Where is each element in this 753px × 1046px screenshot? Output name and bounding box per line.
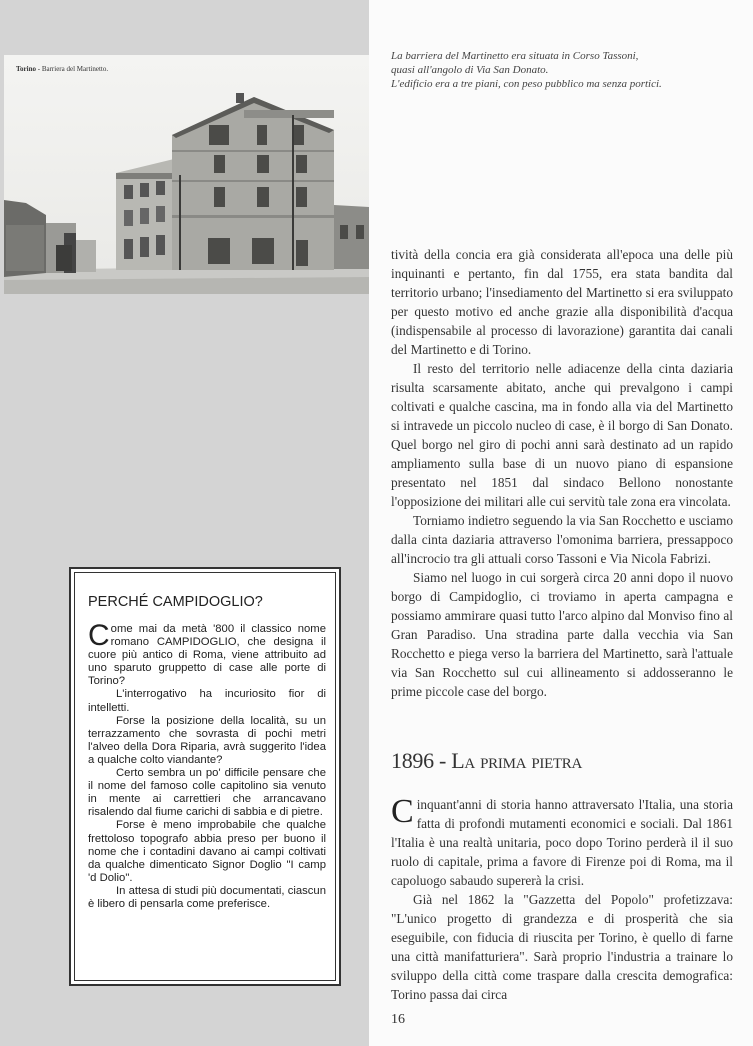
body-section-1 bbox=[391, 245, 733, 701]
sidebar-box bbox=[69, 567, 341, 986]
sidebar-paragraph: In attesa di studi più documentati, ciascun è libero di pensarla come preferisce. bbox=[88, 884, 326, 910]
sidebar-paragraph bbox=[88, 619, 326, 688]
paragraph: Già nel 1862 la "Gazzetta del Popolo" profetizzava: "L'unico progetto di grandezza e di prosperità che sia eseguibile, con fiducia di riuscita per Torino, è quello di farne una città manifatturiera". Sarà proprio l'industria a trainare lo sviluppo della città come traspare dalla crescita demografica: Torino passa dai circa bbox=[391, 892, 733, 1002]
drop-cap: C bbox=[391, 793, 414, 830]
sidebar-body bbox=[88, 619, 326, 911]
sidebar-paragraph: Forse la posizione della località, su un terrazzamento che sovrasta di pochi metri l'alveo della Dora Riparia, avrà suggerito l'idea a qualche colto viandante? bbox=[88, 714, 326, 766]
sidebar-paragraph: L'interrogativo ha incuriosito fior di intelletti. bbox=[88, 688, 326, 714]
paragraph: tività della concia era già considerata all'epoca una delle più inquinanti e pertanto, fin dal 1755, era stata bandita dal territorio urbano; l'insediamento del Martinetto si era sviluppato per questo motivo ed anche grazie alla disponibilità d'acqua (indispensabile al processo di lavorazione) garantita dai canali del Martinetto e di Torino. bbox=[391, 247, 733, 357]
photo-label-rest: - Barriera del Martinetto. bbox=[35, 65, 109, 73]
building-illustration bbox=[4, 55, 369, 294]
paragraph: Torniamo indietro seguendo la via San Rocchetto e usciamo dalla cinta daziaria attraverso l'omonima barriera, pressappoco all'incrocio tra gli attuali corso Tassoni e Via Nicola Fabrizi. bbox=[391, 513, 733, 566]
drop-cap: C bbox=[88, 619, 110, 652]
sidebar-paragraph-text: ome mai da metà '800 il classico nome romano CAMPIDOGLIO, che designa il cuore più antico di Roma, viene attribuito ad uno sparuto gruppetto di case alle porte di Torino? bbox=[88, 623, 326, 688]
sidebar-paragraph: Certo sembra un po' difficile pensare che il nome del famoso colle capitolino sia venuto in mente ai carrettieri che arrancavano risalendo dal fiume carichi di sabbia e di pietre. bbox=[88, 767, 326, 819]
page-number: 16 bbox=[391, 1012, 405, 1027]
caption-line-3: L'edificio era a tre piani, con peso pubblico ma senza portici. bbox=[391, 78, 662, 90]
heading-separator: - bbox=[433, 748, 452, 773]
body-section-2 bbox=[391, 795, 733, 1004]
photo-label-place: Torino bbox=[16, 65, 36, 73]
photo-caption bbox=[391, 49, 741, 91]
photo-label bbox=[16, 65, 108, 73]
caption-line-2: quasi all'angolo di Via San Donato. bbox=[391, 64, 549, 76]
paragraph: Il resto del territorio nelle adiacenze della cinta daziaria risulta scarsamente abitato, anche qui prevalgono i campi coltivati e qualche cascina, ma in fondo alla via del Martinetto si intravede un piccolo nucleo di case, è il borgo di San Donato. Quel borgo nel giro di pochi anni sarà destinato ad un rapido ampliamento sulla base di un nuovo piano di espansione presentato nel 1851 dal sindaco Bellono nonostante l'opposizione dei militari alle cui servitù tale zona era vincolata. bbox=[391, 361, 733, 509]
historic-photo bbox=[4, 55, 369, 294]
paragraph: Siamo nel luogo in cui sorgerà circa 20 anni dopo il nuovo borgo di Campidoglio, ci troviamo in aperta campagna e possiamo ammirare quasi tutto l'arco alpino dal Monviso fino al Gran Paradiso. Una stradina parte dalla vecchia via San Rocchetto e piega verso la barriera del Martinetto, sarà l'attuale via San Rocchetto sul cui allineamento si addosseranno le prime piccole case del borgo. bbox=[391, 570, 733, 699]
section-heading bbox=[391, 748, 582, 774]
sidebar-paragraph: Forse è meno improbabile che qualche frettoloso topografo abbia preso per buono il nome che i contadini davano ai campi coltivati da qualche dimenticato Signor Doglio "I camp 'd Dolio". bbox=[88, 819, 326, 884]
paragraph bbox=[391, 795, 733, 890]
sidebar-title: PERCHÉ CAMPIDOGLIO? bbox=[88, 594, 263, 610]
heading-year: 1896 bbox=[391, 748, 434, 773]
caption-line-1: La barriera del Martinetto era situata in Corso Tassoni, bbox=[391, 50, 639, 62]
paragraph-text: inquant'anni di storia hanno attraversato l'Italia, una storia fatta di profondi mutamenti economici e sociali. Dal 1861 l'Italia è una realtà unitaria, poco dopo Torino perderà il il suo ruolo di capitale, prima a favore di Firenze poi di Roma, ma il capoluogo sabaudo supererà la crisi. bbox=[391, 797, 733, 888]
heading-title: La prima pietra bbox=[451, 748, 583, 773]
